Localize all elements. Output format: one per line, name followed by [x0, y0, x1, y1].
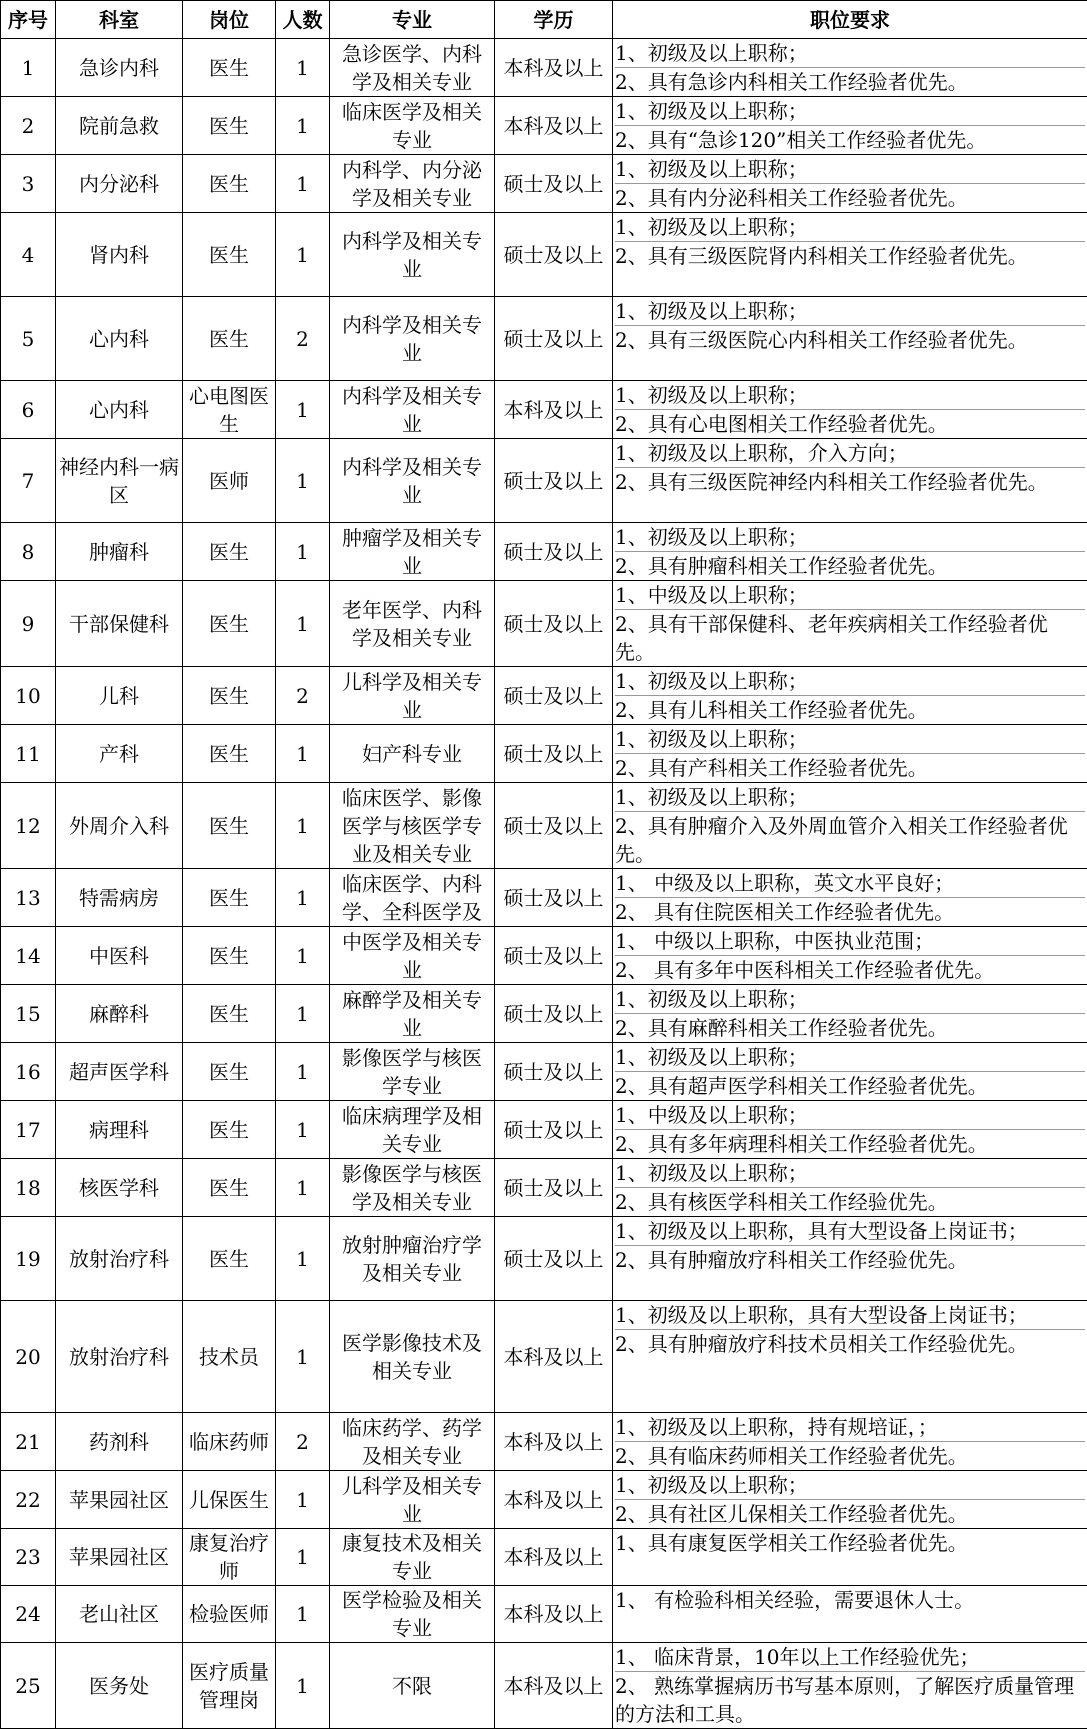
row-edu: 硕士及以上: [495, 213, 613, 297]
table-row: [1, 213, 1087, 297]
row-requirements: [613, 97, 1087, 155]
row-no: 6: [1, 381, 56, 439]
table-row: [1, 1301, 1087, 1413]
requirement-line: 2、具有麻醉科相关工作经验者优先。: [615, 1013, 1085, 1042]
header-post: 岗位: [183, 1, 276, 39]
row-count: 1: [276, 213, 330, 297]
row-major: 中医学及相关专业: [330, 927, 495, 985]
requirement-line: 2、具有肿瘤放疗科技术员相关工作经验优先。: [615, 1329, 1085, 1358]
row-post: 医疗质量管理岗: [183, 1643, 276, 1729]
row-requirements: [613, 725, 1087, 783]
row-requirements: [613, 1301, 1087, 1413]
row-dept: 干部保健科: [56, 581, 183, 667]
row-edu: 本科及以上: [495, 97, 613, 155]
header-row: [1, 1, 1087, 39]
requirement-line: 1、初级及以上职称；: [615, 1159, 1085, 1187]
row-requirements: [613, 1043, 1087, 1101]
row-no: 16: [1, 1043, 56, 1101]
row-edu: 硕士及以上: [495, 927, 613, 985]
row-edu: 本科及以上: [495, 1471, 613, 1529]
requirement-line: 1、初级及以上职称，具有大型设备上岗证书；: [615, 1217, 1085, 1245]
row-edu: 本科及以上: [495, 381, 613, 439]
row-count: 1: [276, 927, 330, 985]
row-dept: 产科: [56, 725, 183, 783]
row-no: 10: [1, 667, 56, 725]
row-no: 22: [1, 1471, 56, 1529]
row-count: 1: [276, 1529, 330, 1586]
row-dept: 特需病房: [56, 869, 183, 927]
row-no: 2: [1, 97, 56, 155]
table-row: [1, 1101, 1087, 1159]
row-count: 1: [276, 985, 330, 1043]
row-major: 急诊医学、内科学及相关专业: [330, 39, 495, 97]
row-no: 23: [1, 1529, 56, 1586]
header-count: 人数: [276, 1, 330, 39]
requirement-line: 1、初级及以上职称；: [615, 725, 1085, 753]
requirement-line: 2、具有肿瘤介入及外周血管介入相关工作经验者优先。: [615, 811, 1085, 868]
table-row: [1, 869, 1087, 927]
requirement-line: 1、 临床背景，10年以上工作经验优先；: [615, 1643, 1085, 1671]
row-no: 4: [1, 213, 56, 297]
row-count: 1: [276, 1301, 330, 1413]
row-count: 1: [276, 381, 330, 439]
row-count: 1: [276, 1471, 330, 1529]
table-row: [1, 1159, 1087, 1217]
row-requirements: [613, 985, 1087, 1043]
row-post: 儿保医生: [183, 1471, 276, 1529]
row-no: 25: [1, 1643, 56, 1729]
row-post: 医生: [183, 1101, 276, 1159]
row-post: 技术员: [183, 1301, 276, 1413]
table-row: [1, 1529, 1087, 1586]
row-dept: 药剂科: [56, 1413, 183, 1471]
requirement-line: 1、 中级及以上职称，英文水平良好；: [615, 869, 1085, 897]
row-edu: 硕士及以上: [495, 297, 613, 381]
row-count: 1: [276, 1101, 330, 1159]
row-no: 8: [1, 523, 56, 581]
row-post: 医生: [183, 523, 276, 581]
row-count: 1: [276, 155, 330, 213]
row-edu: 硕士及以上: [495, 439, 613, 523]
row-post: 医生: [183, 869, 276, 927]
row-no: 5: [1, 297, 56, 381]
row-edu: 硕士及以上: [495, 1043, 613, 1101]
row-dept: 苹果园社区: [56, 1529, 183, 1586]
requirement-line: 2、具有三级医院心内科相关工作经验者优先。: [615, 325, 1085, 354]
row-major: 内科学、内分泌学及相关专业: [330, 155, 495, 213]
row-edu: 硕士及以上: [495, 1159, 613, 1217]
table-row: [1, 297, 1087, 381]
row-edu: 硕士及以上: [495, 985, 613, 1043]
table-row: [1, 1643, 1087, 1729]
row-major: 康复技术及相关专业: [330, 1529, 495, 1586]
row-major: 内科学及相关专业: [330, 439, 495, 523]
row-post: 心电图医生: [183, 381, 276, 439]
row-requirements: [613, 523, 1087, 581]
row-edu: 硕士及以上: [495, 1217, 613, 1301]
requirement-line: 2、具有社区儿保相关工作经验者优先。: [615, 1499, 1085, 1528]
requirement-line: 2、 具有多年中医科相关工作经验者优先。: [615, 955, 1085, 984]
row-edu: 硕士及以上: [495, 869, 613, 927]
table-row: [1, 523, 1087, 581]
requirement-line: 1、初级及以上职称；: [615, 297, 1085, 325]
table-row: [1, 985, 1087, 1043]
row-no: 14: [1, 927, 56, 985]
table-row: [1, 439, 1087, 523]
table-row: [1, 39, 1087, 97]
row-dept: 院前急救: [56, 97, 183, 155]
row-major: 临床病理学及相关专业: [330, 1101, 495, 1159]
requirement-line: 2、具有临床药师相关工作经验者优先。: [615, 1441, 1085, 1470]
requirement-line: 1、具有康复医学相关工作经验者优先。: [615, 1529, 1085, 1557]
row-post: 医生: [183, 667, 276, 725]
row-count: 2: [276, 297, 330, 381]
table-row: [1, 1413, 1087, 1471]
row-major: 老年医学、内科学及相关专业: [330, 581, 495, 667]
row-post: 医生: [183, 213, 276, 297]
row-dept: 放射治疗科: [56, 1301, 183, 1413]
row-post: 医生: [183, 725, 276, 783]
requirement-line: 2、具有肿瘤放疗科相关工作经验优先。: [615, 1245, 1085, 1274]
table-row: [1, 97, 1087, 155]
requirement-line: 1、初级及以上职称；: [615, 39, 1085, 67]
table-row: [1, 667, 1087, 725]
row-dept: 核医学科: [56, 1159, 183, 1217]
row-edu: 硕士及以上: [495, 725, 613, 783]
table-row: [1, 155, 1087, 213]
row-post: 医生: [183, 1043, 276, 1101]
row-no: 24: [1, 1586, 56, 1643]
requirement-line: 1、初级及以上职称；: [615, 381, 1085, 409]
row-major: 肿瘤学及相关专业: [330, 523, 495, 581]
row-requirements: [613, 1159, 1087, 1217]
row-requirements: [613, 439, 1087, 523]
table-body: [1, 39, 1087, 1729]
row-no: 7: [1, 439, 56, 523]
requirement-line: 1、初级及以上职称，持有规培证，；: [615, 1413, 1085, 1441]
table-row: [1, 581, 1087, 667]
row-post: 医生: [183, 581, 276, 667]
row-major: 不限: [330, 1643, 495, 1729]
requirement-line: 2、 具有住院医相关工作经验者优先。: [615, 897, 1085, 926]
row-no: 19: [1, 1217, 56, 1301]
table-row: [1, 725, 1087, 783]
row-count: 1: [276, 1043, 330, 1101]
header-edu: 学历: [495, 1, 613, 39]
requirement-line: 2、具有三级医院神经内科相关工作经验者优先。: [615, 467, 1085, 496]
row-post: 医生: [183, 1159, 276, 1217]
row-dept: 肿瘤科: [56, 523, 183, 581]
row-edu: 本科及以上: [495, 1529, 613, 1586]
requirement-line: 1、 中级以上职称，中医执业范围；: [615, 927, 1085, 955]
row-count: 1: [276, 783, 330, 869]
row-requirements: [613, 1413, 1087, 1471]
row-no: 9: [1, 581, 56, 667]
row-major: 内科学及相关专业: [330, 213, 495, 297]
row-requirements: [613, 381, 1087, 439]
table-row: [1, 1586, 1087, 1643]
requirement-line: 1、初级及以上职称；: [615, 985, 1085, 1013]
requirement-line: 2、具有干部保健科、老年疾病相关工作经验者优先。: [615, 609, 1085, 666]
row-count: 1: [276, 1643, 330, 1729]
header-no: 序号: [1, 1, 56, 39]
requirement-line: 2、具有超声医学科相关工作经验者优先。: [615, 1071, 1085, 1100]
row-dept: 病理科: [56, 1101, 183, 1159]
row-requirements: [613, 927, 1087, 985]
requirement-line: 2、具有三级医院肾内科相关工作经验者优先。: [615, 241, 1085, 270]
row-dept: 心内科: [56, 381, 183, 439]
row-edu: 本科及以上: [495, 1413, 613, 1471]
requirement-line: 1、初级及以上职称；: [615, 523, 1085, 551]
row-count: 2: [276, 667, 330, 725]
row-dept: 放射治疗科: [56, 1217, 183, 1301]
requirement-line: 2、具有产科相关工作经验者优先。: [615, 753, 1085, 782]
row-dept: 神经内科一病区: [56, 439, 183, 523]
row-major: 儿科学及相关专业: [330, 1471, 495, 1529]
row-no: 1: [1, 39, 56, 97]
row-count: 1: [276, 523, 330, 581]
row-post: 医师: [183, 439, 276, 523]
row-post: 医生: [183, 985, 276, 1043]
table-row: [1, 1471, 1087, 1529]
row-major: 麻醉学及相关专业: [330, 985, 495, 1043]
row-count: 1: [276, 39, 330, 97]
row-dept: 急诊内科: [56, 39, 183, 97]
row-requirements: [613, 667, 1087, 725]
row-dept: 心内科: [56, 297, 183, 381]
row-no: 15: [1, 985, 56, 1043]
requirement-line: 2、具有内分泌科相关工作经验者优先。: [615, 183, 1085, 212]
row-requirements: [613, 581, 1087, 667]
requirement-line: 2、具有多年病理科相关工作经验者优先。: [615, 1129, 1085, 1158]
row-major: 临床医学、内科学、全科医学及: [330, 869, 495, 927]
row-edu: 硕士及以上: [495, 523, 613, 581]
header-req: 职位要求: [613, 1, 1087, 39]
row-post: 医生: [183, 39, 276, 97]
row-edu: 硕士及以上: [495, 581, 613, 667]
row-requirements: [613, 1101, 1087, 1159]
row-edu: 硕士及以上: [495, 667, 613, 725]
header-dept: 科室: [56, 1, 183, 39]
row-dept: 超声医学科: [56, 1043, 183, 1101]
row-major: 医学影像技术及相关专业: [330, 1301, 495, 1413]
row-count: 1: [276, 1217, 330, 1301]
row-major: 放射肿瘤治疗学及相关专业: [330, 1217, 495, 1301]
row-edu: 本科及以上: [495, 39, 613, 97]
row-count: 1: [276, 97, 330, 155]
row-major: 内科学及相关专业: [330, 297, 495, 381]
requirement-line: 2、具有儿科相关工作经验者优先。: [615, 695, 1085, 724]
row-requirements: [613, 1643, 1087, 1729]
row-requirements: [613, 1586, 1087, 1643]
row-count: 1: [276, 869, 330, 927]
row-count: 1: [276, 725, 330, 783]
table-row: [1, 381, 1087, 439]
row-no: 18: [1, 1159, 56, 1217]
requirement-line: 1、中级及以上职称；: [615, 581, 1085, 609]
row-major: 临床药学、药学及相关专业: [330, 1413, 495, 1471]
row-requirements: [613, 297, 1087, 381]
row-count: 1: [276, 439, 330, 523]
row-dept: 外周介入科: [56, 783, 183, 869]
table-row: [1, 783, 1087, 869]
row-edu: 硕士及以上: [495, 1101, 613, 1159]
requirement-line: 1、初级及以上职称，介入方向；: [615, 439, 1085, 467]
row-post: 检验医师: [183, 1586, 276, 1643]
row-major: 影像医学与核医学专业: [330, 1043, 495, 1101]
row-dept: 儿科: [56, 667, 183, 725]
table-row: [1, 1043, 1087, 1101]
row-dept: 中医科: [56, 927, 183, 985]
row-requirements: [613, 1217, 1087, 1301]
requirement-line: 2、具有急诊内科相关工作经验者优先。: [615, 67, 1085, 96]
row-no: 11: [1, 725, 56, 783]
row-post: 医生: [183, 1217, 276, 1301]
requirement-line: 1、初级及以上职称；: [615, 155, 1085, 183]
requirement-line: 2、具有核医学科相关工作经验优先。: [615, 1187, 1085, 1216]
row-post: 医生: [183, 297, 276, 381]
row-requirements: [613, 155, 1087, 213]
requirement-line: 2、具有“急诊120”相关工作经验者优先。: [615, 125, 1085, 154]
requirement-line: 1、初级及以上职称；: [615, 667, 1085, 695]
row-edu: 本科及以上: [495, 1301, 613, 1413]
row-count: 2: [276, 1413, 330, 1471]
requirement-line: 1、初级及以上职称；: [615, 97, 1085, 125]
row-dept: 医务处: [56, 1643, 183, 1729]
row-dept: 肾内科: [56, 213, 183, 297]
row-post: 医生: [183, 927, 276, 985]
header-major: 专业: [330, 1, 495, 39]
requirement-line: 1、初级及以上职称；: [615, 1471, 1085, 1499]
row-no: 20: [1, 1301, 56, 1413]
row-count: 1: [276, 1586, 330, 1643]
row-no: 12: [1, 783, 56, 869]
row-major: 内科学及相关专业: [330, 381, 495, 439]
requirement-line: 1、中级及以上职称；: [615, 1101, 1085, 1129]
requirement-line: 1、初级及以上职称；: [615, 213, 1085, 241]
row-major: 儿科学及相关专业: [330, 667, 495, 725]
row-requirements: [613, 783, 1087, 869]
row-post: 医生: [183, 97, 276, 155]
row-dept: 麻醉科: [56, 985, 183, 1043]
row-dept: 老山社区: [56, 1586, 183, 1643]
row-no: 13: [1, 869, 56, 927]
row-requirements: [613, 1529, 1087, 1586]
requirement-line: 2、 熟练掌握病历书写基本原则，了解医疗质量管理的方法和工具。: [615, 1671, 1085, 1728]
table-row: [1, 927, 1087, 985]
requirement-line: 1、初级及以上职称；: [615, 783, 1085, 811]
row-edu: 本科及以上: [495, 1643, 613, 1729]
requirement-line: 2、具有心电图相关工作经验者优先。: [615, 409, 1085, 438]
row-no: 3: [1, 155, 56, 213]
row-count: 1: [276, 1159, 330, 1217]
row-post: 医生: [183, 155, 276, 213]
row-dept: 苹果园社区: [56, 1471, 183, 1529]
requirement-line: 1、 有检验科相关经验，需要退休人士。: [615, 1586, 1085, 1614]
row-edu: 硕士及以上: [495, 783, 613, 869]
row-major: 影像医学与核医学及相关专业: [330, 1159, 495, 1217]
row-major: 医学检验及相关专业: [330, 1586, 495, 1643]
row-edu: 本科及以上: [495, 1586, 613, 1643]
row-no: 21: [1, 1413, 56, 1471]
row-requirements: [613, 39, 1087, 97]
row-count: 1: [276, 581, 330, 667]
row-major: 妇产科专业: [330, 725, 495, 783]
row-post: 康复治疗师: [183, 1529, 276, 1586]
row-requirements: [613, 1471, 1087, 1529]
row-major: 临床医学及相关专业: [330, 97, 495, 155]
row-dept: 内分泌科: [56, 155, 183, 213]
row-post: 临床药师: [183, 1413, 276, 1471]
requirement-line: 1、初级及以上职称；: [615, 1043, 1085, 1071]
row-edu: 硕士及以上: [495, 155, 613, 213]
requirement-line: 1、初级及以上职称，具有大型设备上岗证书；: [615, 1301, 1085, 1329]
row-requirements: [613, 869, 1087, 927]
table-row: [1, 1217, 1087, 1301]
row-requirements: [613, 213, 1087, 297]
requirement-line: 2、具有肿瘤科相关工作经验者优先。: [615, 551, 1085, 580]
row-major: 临床医学、影像医学与核医学专业及相关专业: [330, 783, 495, 869]
row-no: 17: [1, 1101, 56, 1159]
row-post: 医生: [183, 783, 276, 869]
